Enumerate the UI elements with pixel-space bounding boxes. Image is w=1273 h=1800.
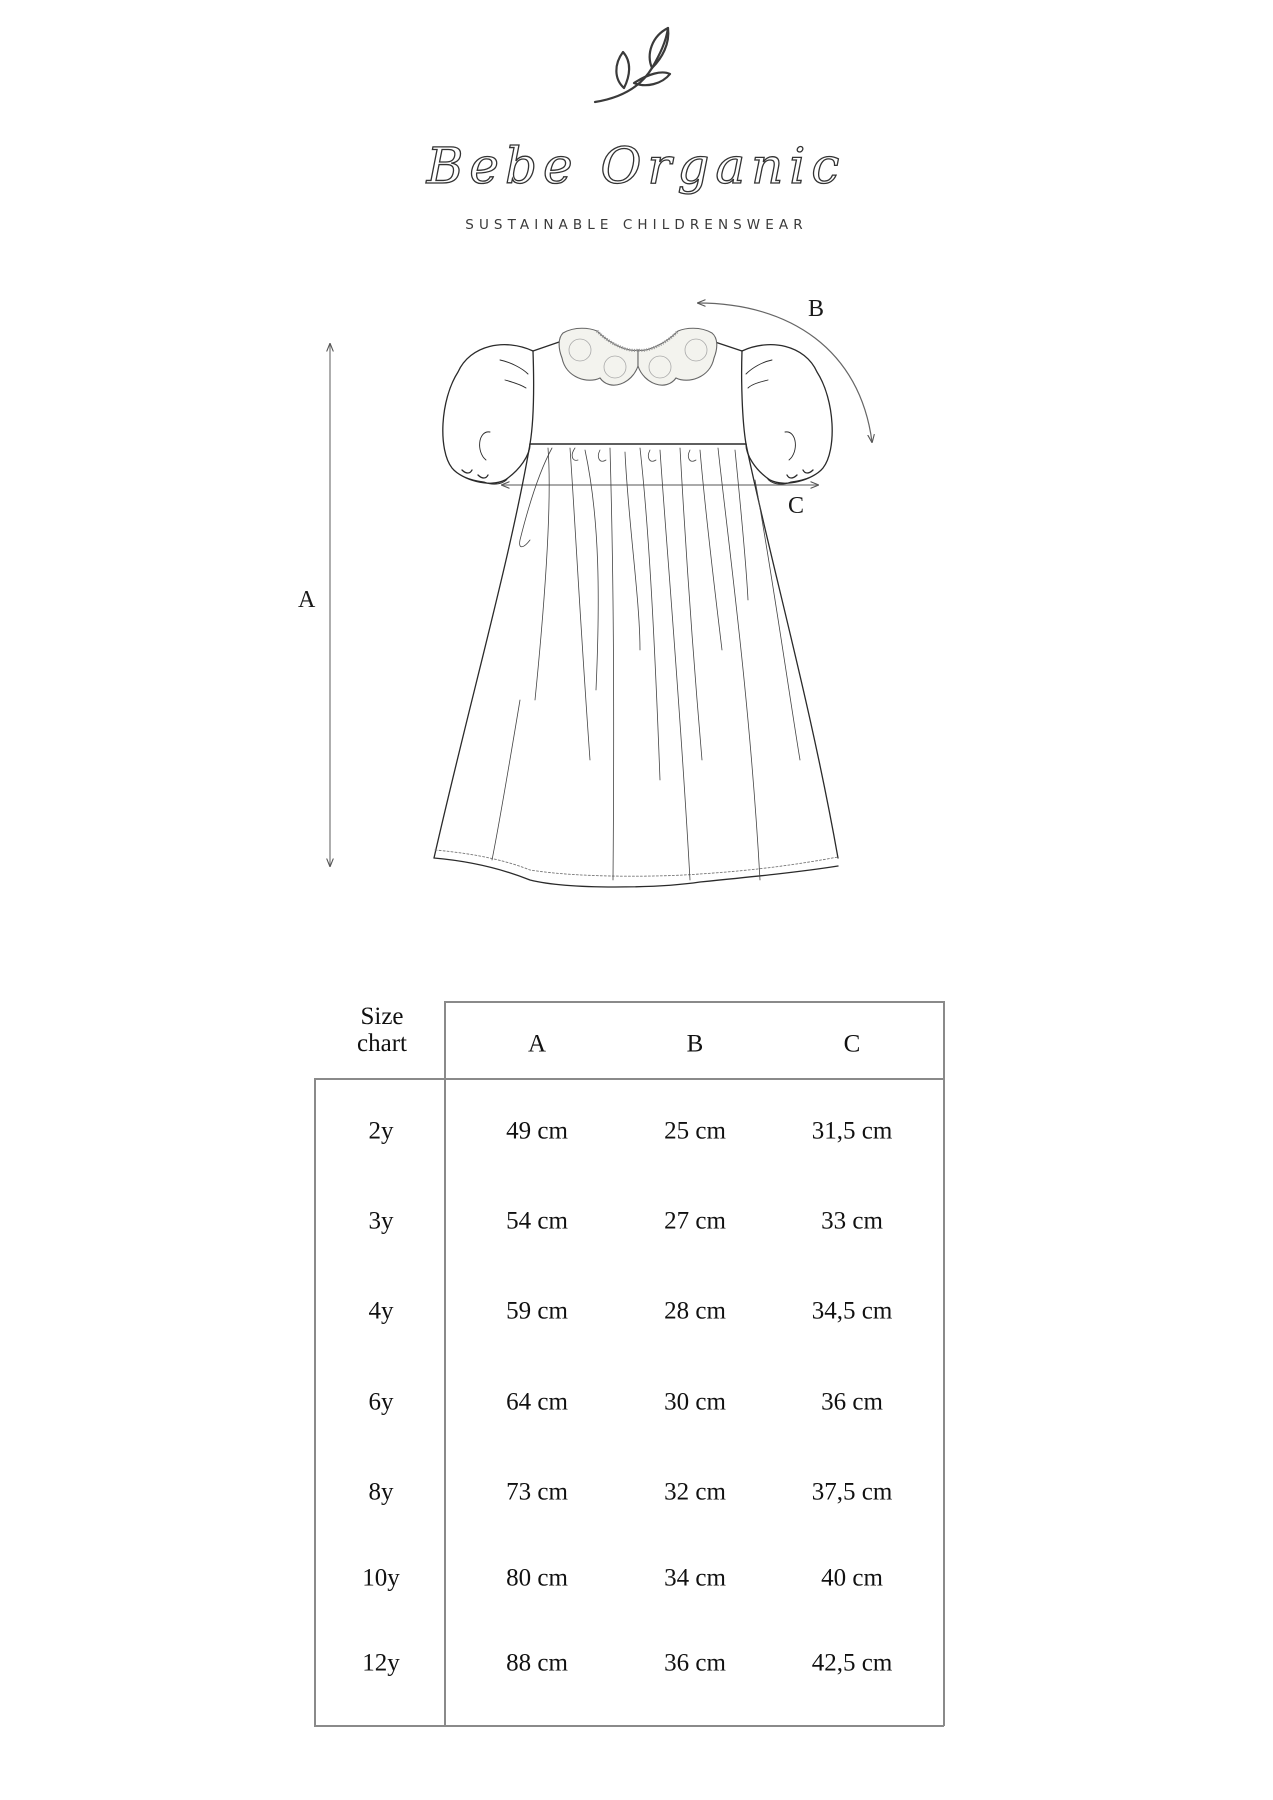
size-label: 2y [368,1117,394,1145]
value-b: 27 cm [664,1207,726,1235]
value-c: 36 cm [821,1388,883,1416]
table-border-header-top [445,1001,944,1003]
size-label: 6y [368,1388,394,1416]
size-label: 3y [368,1207,394,1235]
value-a: 59 cm [506,1297,568,1325]
table-border-left [314,1078,316,1726]
dimension-b-arrow [698,303,872,442]
value-a: 80 cm [506,1564,568,1592]
table-border-right [943,1001,945,1726]
value-c: 34,5 cm [811,1297,893,1325]
value-b: 28 cm [664,1297,726,1325]
dimension-c-label: C [788,493,805,519]
value-b: 36 cm [664,1649,726,1677]
value-b: 34 cm [664,1564,726,1592]
value-b: 25 cm [664,1117,726,1145]
value-a: 54 cm [506,1207,568,1235]
value-c: 33 cm [821,1207,883,1235]
size-label: 4y [368,1297,394,1325]
value-b: 32 cm [664,1478,726,1506]
size-label: 12y [362,1649,400,1677]
column-header-a: A [527,1030,547,1058]
brand-name: Bebe Organic [426,137,846,195]
value-c: 31,5 cm [811,1117,893,1145]
brand-wordmark [0,126,1273,206]
size-label: 10y [362,1564,400,1592]
leaf-sprig-icon [590,24,680,106]
table-border-bottom [314,1725,944,1727]
dimension-b-label: B [808,296,825,322]
dimension-a-label: A [298,587,316,613]
garment-measurement-diagram [250,280,910,900]
skirt-folds [492,448,800,880]
size-label: 8y [368,1478,394,1506]
size-chart-header: Size chart [357,1003,407,1057]
value-c: 42,5 cm [811,1649,893,1677]
table-border-header-divider [314,1078,944,1080]
column-header-b: B [686,1030,704,1058]
scalloped-collar [559,328,717,385]
value-a: 88 cm [506,1649,568,1677]
value-a: 73 cm [506,1478,568,1506]
value-c: 37,5 cm [811,1478,893,1506]
value-c: 40 cm [821,1564,883,1592]
value-a: 64 cm [506,1388,568,1416]
column-header-c: C [843,1030,861,1058]
value-b: 30 cm [664,1388,726,1416]
value-a: 49 cm [506,1117,568,1145]
table-border-column-divider [444,1001,446,1726]
brand-tagline: SUSTAINABLE CHILDRENSWEAR [465,217,808,233]
